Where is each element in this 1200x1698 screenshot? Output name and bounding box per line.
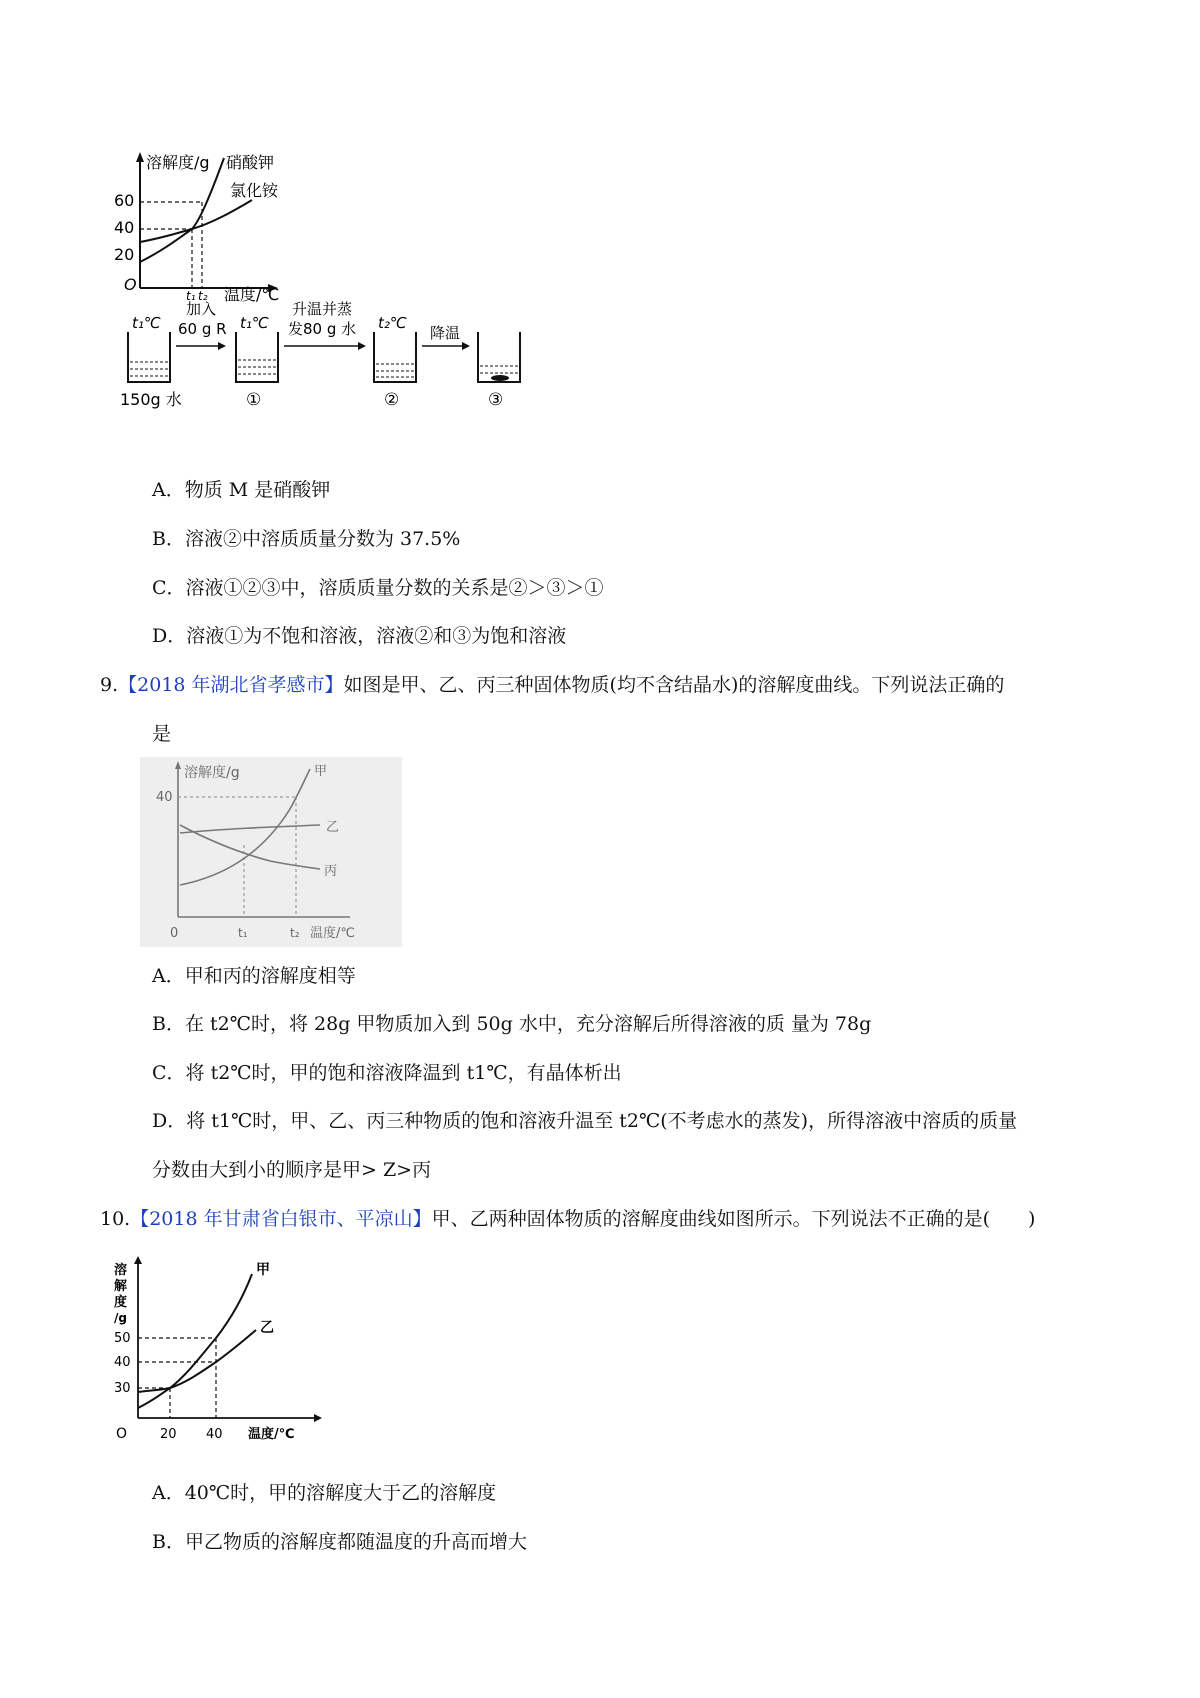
y-axis-label: 溶解度/g — [146, 153, 210, 172]
origin-label: 0 — [170, 926, 179, 941]
q8-option-c: C．溶液①②③中，溶质质量分数的关系是②＞③＞① — [152, 577, 604, 599]
y-tick-30: 30 — [114, 1381, 131, 1396]
q9-option-c: C．将 t2℃时，甲的饱和溶液降温到 t1℃，有晶体析出 — [152, 1062, 622, 1084]
q10-option-a: A．40℃时，甲的溶解度大于乙的溶解度 — [152, 1482, 497, 1504]
x-axis-label: 温度/℃ — [248, 1427, 295, 1442]
x-tick-t1: t₁ — [238, 926, 248, 940]
y-label-2: 解 — [114, 1279, 128, 1294]
x-axis-label: 温度/℃ — [310, 926, 355, 941]
beaker0-temp: t₁℃ — [132, 314, 161, 332]
curve-label-jia: 甲 — [314, 764, 328, 779]
q10-source: 【2018 年甘肃省白银市、平凉山】 — [130, 1208, 432, 1230]
x-tick-t2: t₂ — [198, 289, 208, 303]
step2-line2: 发80 g 水 — [288, 320, 357, 338]
curve-label-bing: 丙 — [324, 864, 338, 879]
figure-3 — [112, 1254, 332, 1454]
curve-label-yi: 乙 — [326, 820, 340, 835]
figure-2-svg — [140, 757, 402, 947]
x-tick-40: 40 — [206, 1427, 223, 1442]
y-axis-label: 溶解度/g — [184, 765, 240, 781]
q10-option-b: B．甲乙物质的溶解度都随温度的升高而增大 — [152, 1531, 527, 1553]
x-tick-t1: t₁ — [186, 289, 196, 303]
curve-kno3 — [140, 158, 224, 262]
y-tick-60: 60 — [114, 191, 135, 210]
q8-option-b: B．溶液②中溶质质量分数为 37.5% — [152, 528, 461, 550]
figure-3-svg — [112, 1254, 332, 1454]
origin-label: O — [116, 1426, 128, 1442]
figure-1-svg — [112, 150, 532, 415]
y-tick-40: 40 — [114, 218, 135, 237]
beaker-1 — [236, 332, 278, 382]
q9-stem-line — [100, 673, 1004, 697]
curve-label-kno3: 硝酸钾 — [226, 153, 275, 172]
y-label-1: 溶 — [114, 1263, 128, 1278]
step3-label: 降温 — [430, 324, 461, 342]
beaker0-label: 150g 水 — [120, 390, 182, 409]
beaker1-temp: t₁℃ — [240, 314, 269, 332]
q9-option-a: A．甲和丙的溶解度相等 — [152, 965, 356, 987]
beaker2-label: ② — [384, 390, 400, 410]
beaker-2 — [374, 332, 416, 382]
q8-option-d: D．溶液①为不饱和溶液，溶液②和③为饱和溶液 — [152, 625, 567, 647]
step1-line2: 60 g R — [178, 320, 227, 338]
q9-option-d-cont: 分数由大到小的顺序是甲> Z>丙 — [152, 1159, 432, 1181]
y-tick-40: 40 — [114, 1355, 131, 1370]
beaker-3 — [478, 332, 520, 382]
step1-line1: 加入 — [186, 300, 217, 318]
beaker1-label: ① — [246, 390, 262, 410]
x-tick-t2: t₂ — [290, 926, 300, 940]
q8-option-a: A．物质 M 是硝酸钾 — [152, 479, 331, 501]
beaker2-temp: t₂℃ — [378, 314, 407, 332]
origin-label: O — [124, 275, 137, 294]
q10-number: 10. — [100, 1208, 131, 1230]
curve-nh4cl — [140, 200, 252, 242]
beaker-0 — [128, 332, 170, 382]
curve-label-nh4cl: 氯化铵 — [230, 181, 279, 200]
figure-2 — [140, 757, 402, 947]
beaker3-label: ③ — [488, 390, 504, 410]
q9-option-b: B．在 t2℃时，将 28g 甲物质加入到 50g 水中，充分溶解后所得溶液的质 量为 78g — [152, 1013, 872, 1035]
y-axis-arrow — [136, 152, 144, 162]
y-label-3: 度 — [114, 1295, 128, 1310]
x-tick-20: 20 — [160, 1427, 177, 1442]
q9-number: 9. — [100, 674, 119, 696]
curve-label-yi: 乙 — [260, 1320, 274, 1336]
q9-option-d: D．将 t1℃时，甲、乙、丙三种物质的饱和溶液升温至 t2℃(不考虑水的蒸发)，所得溶液中溶质的质量 — [152, 1110, 1018, 1132]
q9-stem-cont: 是 — [152, 723, 172, 745]
q9-source: 【2018 年湖北省孝感市】 — [118, 674, 344, 696]
y-tick-20: 20 — [114, 245, 135, 264]
y-label-4: /g — [114, 1311, 127, 1325]
q10-stem: 甲、乙两种固体物质的溶解度曲线如图所示。下列说法不正确的是( ) — [431, 1208, 1036, 1230]
x-axis-label: 温度/℃ — [224, 285, 280, 304]
step2-line1: 升温并蒸 — [292, 300, 353, 318]
figure-1 — [112, 150, 532, 415]
y-tick-40: 40 — [156, 790, 173, 805]
q9-stem: 如图是甲、乙、丙三种固体物质(均不含结晶水)的溶解度曲线。下列说法正确的 — [343, 674, 1005, 696]
y-tick-50: 50 — [114, 1331, 131, 1346]
q10-stem-line — [100, 1207, 1035, 1231]
curve-label-jia: 甲 — [256, 1262, 270, 1278]
